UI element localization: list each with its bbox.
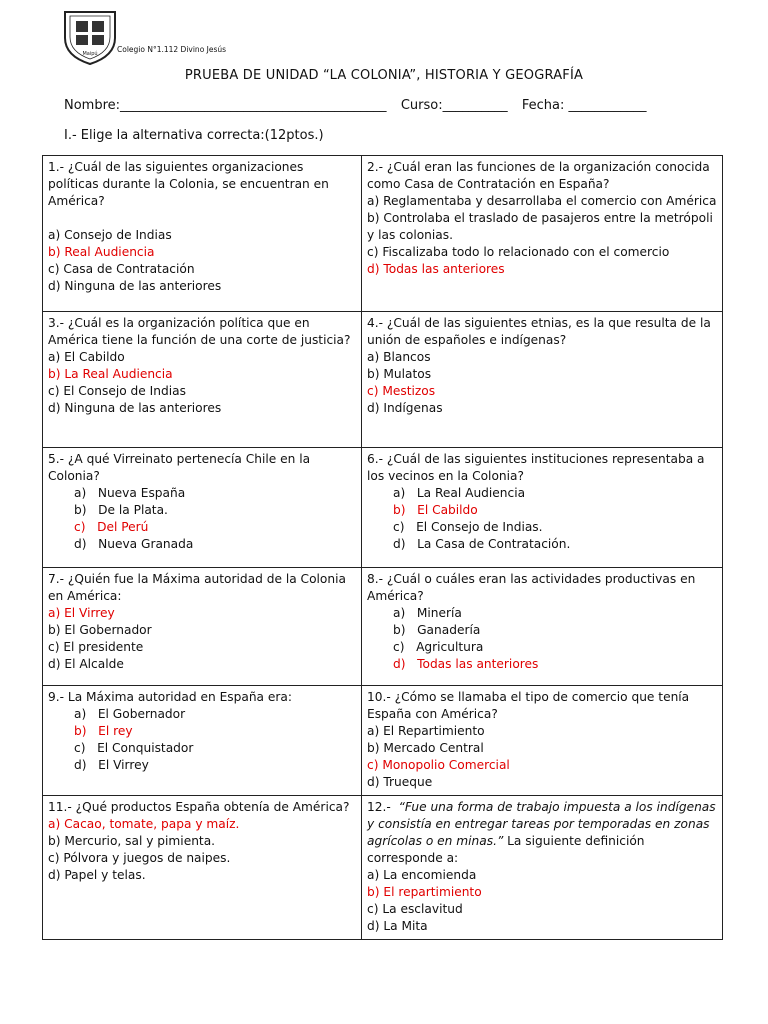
question-5	[43, 448, 362, 568]
option-d: d) El Alcalde	[48, 657, 124, 671]
option-c-correct: c) Monopolio Comercial	[367, 758, 510, 772]
question-text: 9.- La Máxima autoridad en España era:	[48, 690, 292, 704]
option-a: a) El Repartimiento	[367, 724, 485, 738]
questions-table	[42, 155, 723, 940]
school-crest-logo	[62, 8, 118, 66]
option-a-correct: a) El Virrey	[48, 606, 115, 620]
question-11	[43, 796, 362, 940]
option-c: c) Agricultura	[393, 640, 484, 654]
option-b: b) Mulatos	[367, 367, 432, 381]
option-a: a) La Real Audiencia	[393, 486, 526, 500]
option-c: c) El Consejo de Indias	[48, 384, 186, 398]
question-text: 2.- ¿Cuál eran las funciones de la organización conocida como Casa de Contratación en España?	[367, 160, 710, 191]
option-a: a) La encomienda	[367, 868, 477, 882]
option-d: d) La Casa de Contratación.	[393, 537, 571, 551]
question-text: 6.- ¿Cuál de las siguientes instituciones representaba a los vecinos en la Colonia?	[367, 452, 705, 483]
question-number: 12.-	[367, 800, 391, 814]
question-text: 4.- ¿Cuál de las siguientes etnias, es la que resulta de la unión de españoles e indígenas?	[367, 316, 711, 347]
option-b: b) De la Plata.	[74, 503, 168, 517]
option-b: b) Mercurio, sal y pimienta.	[48, 834, 216, 848]
option-b-correct: b) El Cabildo	[393, 503, 478, 517]
option-a: a) Nueva España	[74, 486, 186, 500]
option-b: b) Mercado Central	[367, 741, 484, 755]
option-c: c) Casa de Contratación	[48, 262, 195, 276]
instruction: I.- Elige la alternativa correcta:(12ptos.)	[64, 128, 324, 143]
page-title: PRUEBA DE UNIDAD “LA COLONIA”, HISTORIA Y GEOGRAFÍA	[184, 68, 584, 83]
option-b-correct: b) La Real Audiencia	[48, 367, 173, 381]
option-a: a) Blancos	[367, 350, 431, 364]
question-4	[362, 312, 723, 448]
option-c: c) Fiscalizaba todo lo relacionado con el comercio	[367, 245, 670, 259]
nombre-field[interactable]: Nombre:_________________________________________	[64, 98, 387, 113]
option-a: a) El Gobernador	[74, 707, 186, 721]
option-d: d) Indígenas	[367, 401, 443, 415]
option-a-correct: a) Cacao, tomate, papa y maíz.	[48, 817, 240, 831]
question-10	[362, 686, 723, 796]
quoted-definition: “Fue una forma de trabajo impuesta a los indígenas y consistía en entregar tareas por temporadas en zonas agrícolas o en minas.”	[367, 800, 716, 848]
question-suffix: La siguiente definición corresponde a:	[367, 834, 645, 865]
question-text: 8.- ¿Cuál o cuáles eran las actividades productivas en América?	[367, 572, 696, 603]
option-d-correct: d) Todas las anteriores	[367, 262, 505, 276]
question-2	[362, 156, 723, 312]
school-name: Colegio N°1.112 Divino Jesús	[117, 45, 227, 54]
question-8	[362, 568, 723, 686]
question-text: 1.- ¿Cuál de las siguientes organizaciones políticas durante la Colonia, se encuentran en América?	[48, 160, 329, 208]
option-a: a) Consejo de Indias	[48, 228, 172, 242]
option-b: b) Ganadería	[393, 623, 481, 637]
option-b: b) Controlaba el traslado de pasajeros entre la metrópoli y las colonias.	[367, 211, 713, 242]
option-c: c) El Consejo de Indias.	[393, 520, 543, 534]
option-d: d) Ninguna de las anteriores	[48, 279, 222, 293]
student-fields	[64, 98, 744, 113]
option-d: d) Trueque	[367, 775, 433, 789]
option-c-correct: c) Mestizos	[367, 384, 436, 398]
option-c: c) La esclavitud	[367, 902, 463, 916]
question-text: 5.- ¿A qué Virreinato pertenecía Chile en la Colonia?	[48, 452, 311, 483]
question-text: 7.- ¿Quién fue la Máxima autoridad de la Colonia en América:	[48, 572, 346, 603]
option-c: c) El presidente	[48, 640, 144, 654]
question-text: 10.- ¿Cómo se llamaba el tipo de comercio que tenía España con América?	[367, 690, 690, 721]
option-b: b) El Gobernador	[48, 623, 152, 637]
curso-field[interactable]: Curso:__________	[400, 98, 508, 113]
option-d: d) La Mita	[367, 919, 428, 933]
question-text: 3.- ¿Cuál es la organización política que en América tiene la función de una corte de justicia?	[48, 316, 351, 347]
option-b-correct: b) Real Audiencia	[48, 245, 155, 259]
question-9	[43, 686, 362, 796]
question-text	[367, 799, 717, 867]
option-b-correct: b) El rey	[74, 724, 133, 738]
option-c: c) Pólvora y juegos de naipes.	[48, 851, 231, 865]
question-1	[43, 156, 362, 312]
fecha-field[interactable]: Fecha: ____________	[521, 98, 647, 113]
crest-text: Maipú	[82, 51, 98, 57]
option-a: a) El Cabildo	[48, 350, 125, 364]
option-d: d) Papel y telas.	[48, 868, 146, 882]
option-d: d) Ninguna de las anteriores	[48, 401, 222, 415]
question-12	[362, 796, 723, 940]
option-a: a) Minería	[393, 606, 462, 620]
option-d: d) Nueva Granada	[74, 537, 194, 551]
question-6	[362, 448, 723, 568]
option-d: d) El Virrey	[74, 758, 149, 772]
option-c-correct: c) Del Perú	[74, 520, 149, 534]
option-b-correct: b) El repartimiento	[367, 885, 482, 899]
question-text: 11.- ¿Qué productos España obtenía de América?	[48, 800, 350, 814]
question-3	[43, 312, 362, 448]
option-d-correct: d) Todas las anteriores	[393, 657, 539, 671]
option-c: c) El Conquistador	[74, 741, 194, 755]
option-a: a) Reglamentaba y desarrollaba el comercio con América	[367, 194, 717, 208]
question-7	[43, 568, 362, 686]
